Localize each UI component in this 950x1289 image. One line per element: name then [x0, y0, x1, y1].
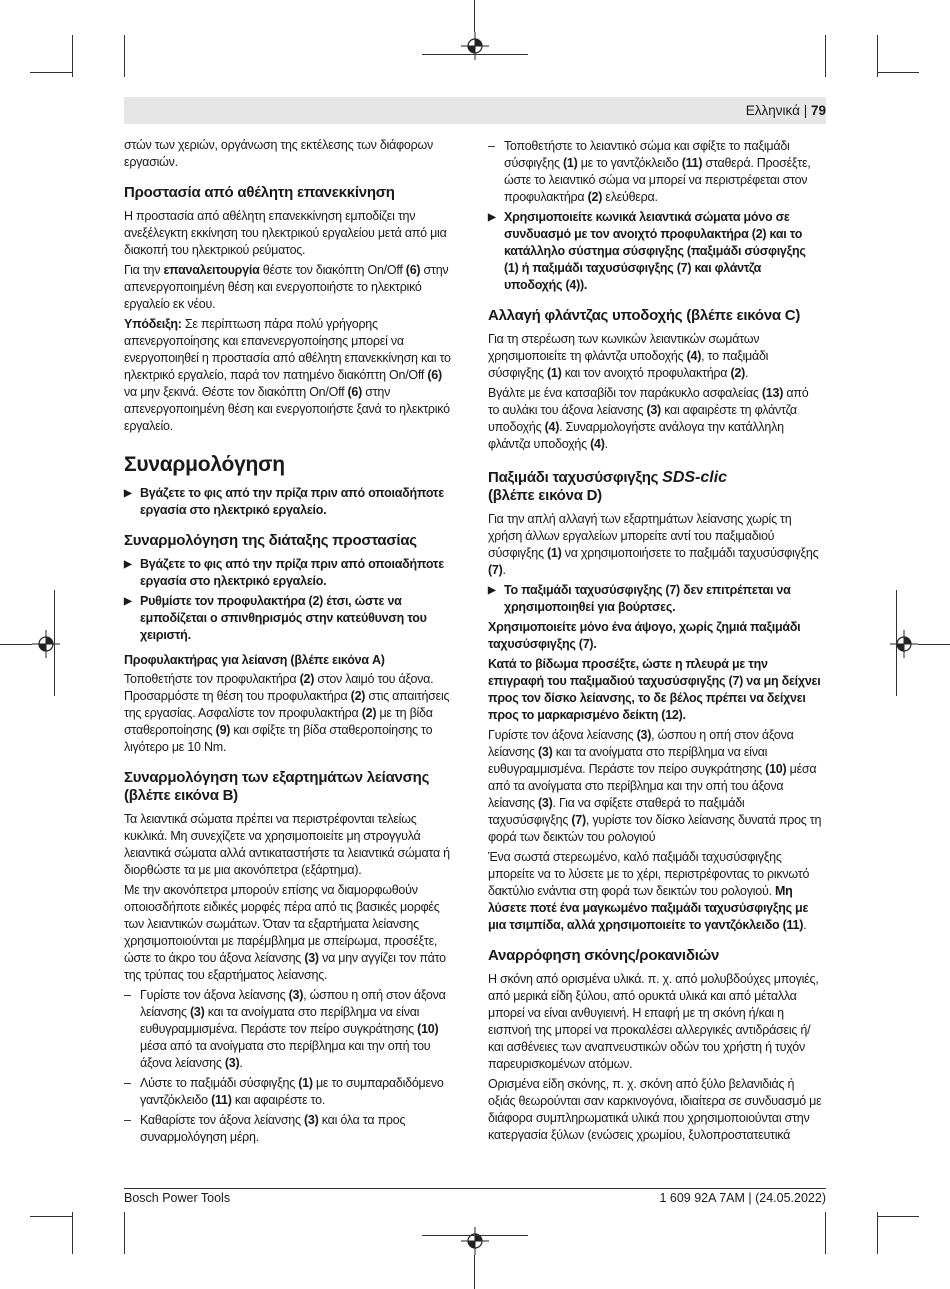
- page-header: [746, 103, 826, 119]
- subsection-heading: Προφυλακτήρας για λείανση (βλέπε εικόνα A): [124, 653, 385, 667]
- crop-mark: [30, 72, 72, 73]
- right-column: [488, 137, 822, 1147]
- paragraph: Τοποθετήστε τον προφυλακτήρα (2) στον λαιμό του άξονα. Προσαρμόστε τη θέση του προφυλακτήρα (2) στις απαιτήσεις της εργασίας. Ασφαλίστε τον προφυλακτήρα (2) με τη βίδα σταθεροποίησης (9) και σφίξτε τη βίδα σταθεροποίησης το λιγότερο με 10 Nm.: [124, 672, 450, 754]
- registration-mark-icon: [890, 630, 918, 658]
- footer-doc-number: 1 609 92A 7AM | (24.05.2022): [659, 1191, 826, 1205]
- bold-paragraph: Χρησιμοποιείτε μόνο ένα άψογο, χωρίς ζημιά παξιμάδι ταχυσύσφιγξης (7).: [488, 620, 801, 651]
- crop-mark: [877, 1216, 919, 1217]
- header-separator: |: [799, 103, 811, 118]
- left-column: [124, 137, 458, 1149]
- paragraph: Για την επαναλειτουργία θέστε τον διακόπτη On/Off (6) στην απενεργοποιημένη θέση και ενεργοποιήστε το ηλεκτρικό εργαλείο εκ νέου.: [124, 263, 449, 311]
- crop-mark: [124, 1212, 125, 1254]
- crop-mark: [124, 35, 125, 77]
- sds-clic-logo: SDS-clic: [662, 469, 728, 486]
- section-heading: Αλλαγή φλάντζας υποδοχής (βλέπε εικόνα C): [488, 307, 801, 324]
- footer-brand: Bosch Power Tools: [124, 1191, 231, 1205]
- note-paragraph: Υπόδειξη: Σε περίπτωση πάρα πολύ γρήγορης απενεργοποίησης και επανενεργοποίησης μπορεί να ενεργοποιηθεί η προστασία από αθέλητη επανεκκίνηση και το ηλεκτρικό εργαλείο, παρά τον πατημένο διακόπτη On/Off (6) να μην ξεκινά. Θέστε τον διακόπτη On/Off (6) στην απενεργοποιημένη θέση και ενεργοποιήστε ξανά το ηλεκτρικό εργαλείο.: [124, 317, 451, 433]
- paragraph: Τα λειαντικά σώματα πρέπει να περιστρέφονται τελείως κυκλικά. Μη συνεχίζετε να χρησιμοποιείτε μη στρογγυλά λειαντικά σώματα αλλά αντικαταστήστε τα λειαντικά σώματα ή διορθώστε τα με μια ακονόπετρα (εξάρτημα).: [124, 812, 450, 877]
- crop-mark: [422, 1235, 528, 1236]
- list-item: – Καθαρίστε τον άξονα λείανσης (3) και όλα τα προς συναρμολόγηση μέρη.: [124, 1112, 458, 1146]
- crop-mark: [54, 590, 55, 696]
- paragraph: Για τη στερέωση των κωνικών λειαντικών σωμάτων χρησιμοποιείτε τη φλάντζα υποδοχής (4), το παξιμάδι σύσφιγξης (1) και τον ανοιχτό προφυλακτήρα (2).: [488, 332, 769, 380]
- crop-mark: [825, 1212, 826, 1254]
- crop-mark: [825, 35, 826, 77]
- crop-mark: [72, 35, 73, 77]
- crop-mark: [474, 1255, 475, 1289]
- crop-mark: [877, 35, 878, 77]
- crop-mark: [0, 644, 32, 645]
- section-heading: Προστασία από αθέλητη επανεκκίνηση: [124, 184, 395, 201]
- list-item: – Λύστε το παξιμάδι σύσφιγξης (1) με το συμπαραδιδόμενο γαντζόκλειδο (11) και αφαιρέστε το.: [124, 1075, 458, 1109]
- crop-mark: [422, 54, 528, 55]
- crop-mark: [877, 72, 919, 73]
- paragraph: στών των χεριών, οργάνωση της εκτέλεσης των διάφορων εργασιών.: [124, 138, 433, 169]
- registration-mark-icon: [461, 1227, 489, 1255]
- page-number: 79: [810, 103, 826, 118]
- crop-mark: [896, 590, 897, 696]
- warning-item: ▶ Ρυθμίστε τον προφυλακτήρα (2) έτσι, ώστε να εμποδίζεται ο σπινθηρισμός στην κατεύθυνση του χειριστή.: [124, 593, 458, 644]
- section-heading: Συναρμολόγηση των εξαρτημάτων λείανσης (βλέπε εικόνα B): [124, 769, 430, 804]
- section-heading: Παξιμάδι ταχυσύσφιγξης SDS-clic (βλέπε εικόνα D): [488, 469, 728, 504]
- header-language: Ελληνικά: [745, 103, 800, 118]
- paragraph: Ορισμένα είδη σκόνης, π. χ. σκόνη από ξύλο βελανιδιάς ή οξιάς θεωρούνται σαν καρκινογόνα, ιδιαίτερα σε συνδυασμό με διάφορα συμπληρωματικά υλικά που χρησιμοποιούνται στην κατεργασία ξύλων (ενώσεις χρωμίου, ξυλοπροστατευτικά: [488, 1077, 822, 1142]
- warning-item: ▶ Βγάζετε το φις από την πρίζα πριν από οποιαδήποτε εργασία στο ηλεκτρικό εργαλείο.: [124, 485, 458, 519]
- crop-mark: [72, 1212, 73, 1254]
- paragraph: Με την ακονόπετρα μπορούν επίσης να διαμορφωθούν οποιοσδήποτε ειδικές μορφές πέρα από τις βασικές μορφές των λειαντικών σωμάτων. Όταν τα εξαρτήματα λείανσης χρησιμοποιούνται με παρέμβλημα με σπείρωμα, προσέξτε, ώστε το άκρο του άξονα λείανσης (3) να μην αγγίζει τον πάτο της τρύπας του εξαρτήματος λείανσης.: [124, 883, 446, 982]
- warning-item: ▶ Βγάζετε το φις από την πρίζα πριν από οποιαδήποτε εργασία στο ηλεκτρικό εργαλείο.: [124, 556, 458, 590]
- paragraph: Η σκόνη από ορισμένα υλικά. π. χ. από μολυβδούχες μπογιές, από μερικά είδη ξύλου, από ορυκτά υλικά και από μέταλλα μπορεί να είναι ανθυγιεινή. Η επαφή με τη σκόνη ή/και η εισπνοή της μπορεί να προκαλέσει αλλεργικές αντιδράσεις ή/και ασθένειες των αναπνευστικών οδών του χρήστη ή τυχόν παρευρισκομένων ατόμων.: [488, 972, 819, 1071]
- list-item: – Γυρίστε τον άξονα λείανσης (3), ώσπου η οπή στον άξονα λείανσης (3) και τα ανοίγματα στο περίβλημα να είναι ευθυγραμμισμένα. Περάστε τον πείρο συγκράτησης (10) μέσα από τα ανοίγματα στο περίβλημα και την οπή του άξονα λείανσης (3).: [124, 987, 458, 1072]
- warning-item: ▶ Το παξιμάδι ταχυσύσφιγξης (7) δεν επιτρέπεται να χρησιμοποιηθεί για βούρτσες.: [488, 582, 822, 616]
- list-item: – Τοποθετήστε το λειαντικό σώμα και σφίξτε το παξιμάδι σύσφιγξης (1) με το γαντζόκλειδο (11) σταθερά. Προσέξτε, ώστε το λειαντικό σώμα να μπορεί να περιστρέφεται στον προφυλακτήρα (2) ελεύθερα.: [488, 138, 822, 206]
- paragraph: Βγάλτε με ένα κατσαβίδι τον παράκυκλο ασφαλείας (13) από το αυλάκι του άξονα λείανσης (3) και αφαιρέστε τη φλάντζα υποδοχής (4). Συναρμολογήστε ανάλογα την κατάλληλη φλάντζα υποδοχής (4).: [488, 386, 809, 451]
- section-heading: Συναρμολόγηση της διάταξης προστασίας: [124, 532, 417, 549]
- crop-mark: [474, 0, 475, 32]
- crop-mark: [918, 644, 950, 645]
- paragraph: Ένα σωστά στερεωμένο, καλό παξιμάδι ταχυσύσφιγξης μπορείτε να το λύσετε με το χέρι, περιστρέφοντας το ρικνωτό δακτύλιο ενάντια στη φορά των δεικτών του ρολογιού. Μη λύσετε ποτέ ένα μαγκωμένο παξιμάδι ταχυσύσφιγξης με μια τσιμπίδα, αλλά χρησιμοποιείτε το γαντζόκλειδο (11).: [488, 850, 810, 932]
- paragraph: Γυρίστε τον άξονα λείανσης (3), ώσπου η οπή στον άξονα λείανσης (3) και τα ανοίγματα στο περίβλημα να είναι ευθυγραμμισμένα. Περάστε τον πείρο συγκράτησης (10) μέσα από τα ανοίγματα στο περίβλημα και την οπή του άξονα λείανσης (3). Για να σφίξετε σταθερά το παξιμάδι ταχυσύσφιγξης (7), γυρίστε τον δίσκο λείανσης δυνατά προς τη φορά των δεικτών του ρολογιού: [488, 728, 822, 844]
- registration-mark-icon: [461, 32, 489, 60]
- crop-mark: [30, 1216, 72, 1217]
- footer-rule: [124, 1188, 826, 1189]
- header-bar: [124, 97, 826, 124]
- crop-mark: [877, 1212, 878, 1254]
- registration-mark-icon: [32, 630, 60, 658]
- warning-item: ▶ Χρησιμοποιείτε κωνικά λειαντικά σώματα μόνο σε συνδυασμό με τον ανοιχτό προφυλακτήρα (2) και το κατάλληλο σύστημα σύσφιγξης (παξιμάδι σύσφιγξης (1) ή παξιμάδι ταχυσύσφιγξης (7) και φλάντζα υποδοχής (4)).: [488, 209, 822, 294]
- paragraph: Για την απλή αλλαγή των εξαρτημάτων λείανσης χωρίς τη χρήση άλλων εργαλείων μπορείτε αντί του παξιμαδιού σύσφιγξης (1) να χρησιμοποιήσετε το παξιμάδι ταχυσύσφιγξης (7).: [488, 512, 819, 577]
- bold-paragraph: Κατά το βίδωμα προσέξτε, ώστε η πλευρά με την επιγραφή του παξιμαδιού ταχυσύσφιγξης (7) να μη δείχνει προς τον δίσκο λείανσης, το δε βέλος πρέπει να δείχνει προς το μαρκαρισμένο δείκτη (12).: [488, 657, 821, 722]
- chapter-heading: Συναρμολόγηση: [124, 453, 285, 476]
- section-heading: Αναρρόφηση σκόνης/ροκανιδιών: [488, 947, 720, 964]
- paragraph: Η προστασία από αθέλητη επανεκκίνηση εμποδίζει την ανεξέλεγκτη εκκίνηση του ηλεκτρικού εργαλείου μετά από μια διακοπή του ηλεκτρικού ρεύματος.: [124, 209, 447, 257]
